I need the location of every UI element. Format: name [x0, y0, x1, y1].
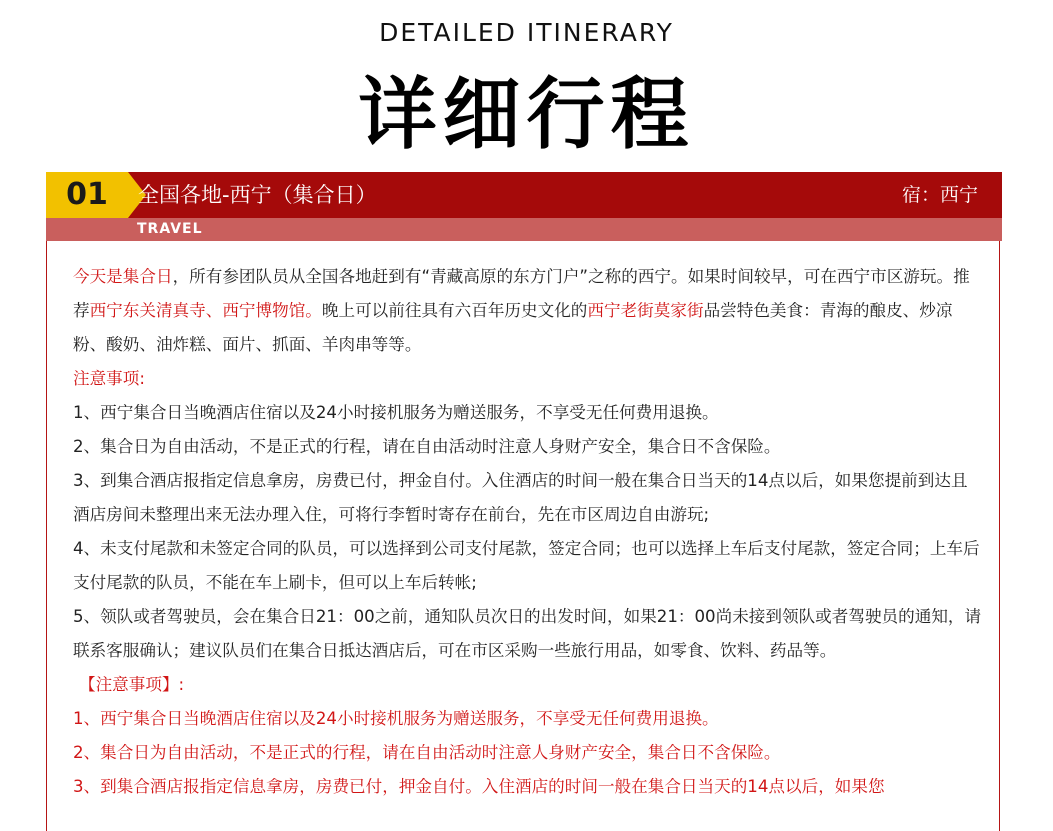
travel-label: TRAVEL [137, 221, 203, 237]
notice-heading: 注意事项: [73, 369, 145, 388]
day-content [46, 241, 1000, 831]
notice-red-item: 2、集合日为自由活动，不是正式的行程，请在自由活动时注意人身财产安全，集合日不含保险。 [73, 743, 781, 762]
intro-paragraph [73, 260, 983, 362]
notice-item: 5、领队或者驾驶员，会在集合日21：00之前，通知队员次日的出发时间，如果21：00尚未接到领队或者驾驶员的通知，请联系客服确认；建议队员们在集合日抵达酒店后，可在市区采购一些旅行用品，如零食、饮料、药品等。 [73, 607, 982, 660]
notice-item: 2、集合日为自由活动，不是正式的行程，请在自由活动时注意人身财产安全，集合日不含保险。 [73, 437, 781, 456]
travel-label-bar [46, 218, 1002, 241]
page-title: 详细行程 [358, 70, 695, 160]
page-subtitle: DETAILED ITINERARY [379, 18, 674, 47]
highlight-text: 今天是集合日 [73, 267, 173, 286]
body-text: ，所有参团队员从全国各地赶到有“青藏高原的东方门户”之称的西宁。如果时间较早，可在西宁市区游玩。推荐 [73, 267, 970, 320]
day-number-badge: 01 [46, 172, 128, 218]
notice-red-item: 3、到集合酒店报指定信息拿房，房费已付，押金自付。入住酒店的时间一般在集合日当天的14点以后，如果您 [73, 777, 885, 796]
day-stay: 宿：西宁 [901, 184, 978, 206]
day-description [73, 260, 983, 804]
notice-red-item: 1、西宁集合日当晚酒店住宿以及24小时接机服务为赠送服务，不享受无任何费用退换。 [73, 709, 719, 728]
body-text: 品尝特色美食：青海的酿皮、炒凉粉、酸奶、油炸糕、面片、抓面、羊肉串等等。 [73, 301, 953, 354]
day-title: 全国各地-西宁（集合日） [138, 183, 377, 207]
body-text: 晚上可以前往具有六百年历史文化的 [321, 301, 588, 320]
day-header [46, 172, 1002, 218]
notice-item: 3、到集合酒店报指定信息拿房，房费已付，押金自付。入住酒店的时间一般在集合日当天的14点以后，如果您提前到达且酒店房间未整理出来无法办理入住，可将行李暂时寄存在前台，先在市区周边自由游玩; [73, 471, 968, 524]
highlight-text: 西宁老街莫家街 [587, 301, 704, 320]
highlight-text: 西宁东关清真寺、西宁博物馆。 [89, 301, 322, 320]
notice-item: 4、未支付尾款和未签定合同的队员，可以选择到公司支付尾款，签定合同；也可以选择上车后支付尾款，签定合同；上车后支付尾款的队员，不能在车上刷卡，但可以上车后转帐; [73, 539, 980, 592]
notice-red-heading: 【注意事项】: [79, 675, 185, 694]
notice-item: 1、西宁集合日当晚酒店住宿以及24小时接机服务为赠送服务，不享受无任何费用退换。 [73, 403, 719, 422]
